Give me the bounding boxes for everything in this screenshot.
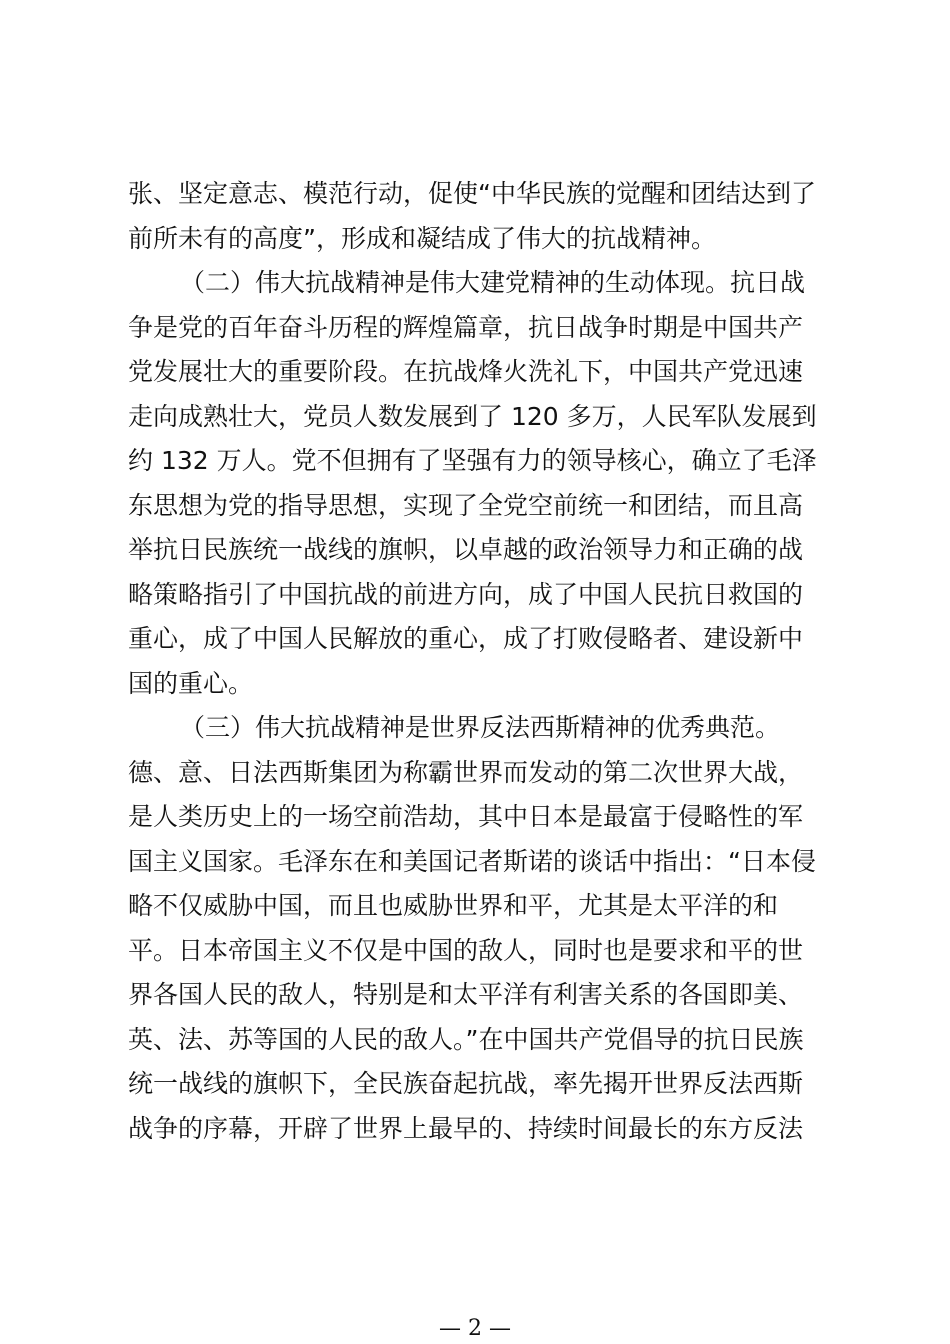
- text-line-12: 国的重心。: [128, 668, 254, 698]
- text-line-21: 统一战线的旗帜下，全民族奋起抗战，率先揭开世界反法西斯: [128, 1069, 804, 1098]
- text-line-2: 前所未有的高度”，形成和凝结成了伟大的抗战精神。: [128, 223, 716, 253]
- text-line-9: 举抗日民族统一战线的旗帜，以卓越的政治领导力和正确的战: [128, 535, 804, 564]
- text-line-10: 略策略指引了中国抗战的前进方向，成了中国人民抗日救国的: [128, 579, 804, 609]
- text-line-11: 重心，成了中国人民解放的重心，成了打败侵略者、建设新中: [128, 624, 804, 653]
- text-line-16: 国主义国家。毛泽东在和美国记者斯诺的谈话中指出：“日本侵: [128, 846, 816, 876]
- text-line-14: 德、意、日法西斯集团为称霸世界而发动的第二次世界大战，: [128, 757, 804, 787]
- page-number: — 2 —: [439, 1316, 511, 1341]
- body-text: [128, 172, 848, 1151]
- text-line-17: 略不仅威胁中国，而且也威胁世界和平，尤其是太平洋的和: [128, 891, 779, 920]
- text-line-18: 平。日本帝国主义不仅是中国的敌人，同时也是要求和平的世: [128, 935, 804, 965]
- text-line-8: 东思想为党的指导思想，实现了全党空前统一和团结，而且高: [128, 490, 804, 520]
- text-line-15: 是人类历史上的一场空前浩劫，其中日本是最富于侵略性的军: [128, 802, 804, 831]
- section-heading-2: （二）伟大抗战精神是伟大建党精神的生动体现。抗日战: [180, 268, 806, 297]
- text-line-5: 党发展壮大的重要阶段。在抗战烽火洗礼下，中国共产党迅速: [128, 357, 804, 386]
- text-line-19: 界各国人民的敌人，特别是和太平洋有利害关系的各国即美、: [128, 980, 804, 1009]
- text-line-1: 张、坚定意志、模范行动，促使“中华民族的觉醒和团结达到了: [128, 179, 816, 208]
- text-line-6: 走向成熟壮大，党员人数发展到了 120 多万，人民军队发展到: [128, 401, 817, 431]
- text-line-4: 争是党的百年奋斗历程的辉煌篇章，抗日战争时期是中国共产: [128, 312, 804, 342]
- text-line-7: 约 132 万人。党不但拥有了坚强有力的领导核心，确立了毛泽: [128, 446, 817, 475]
- text-line-22: 战争的序幕，开辟了世界上最早的、持续时间最长的东方反法: [128, 1113, 804, 1143]
- section-heading-3: （三）伟大抗战精神是世界反法西斯精神的优秀典范。: [180, 713, 781, 742]
- text-line-20: 英、法、苏等国的人民的敌人。”在中国共产党倡导的抗日民族: [128, 1024, 804, 1054]
